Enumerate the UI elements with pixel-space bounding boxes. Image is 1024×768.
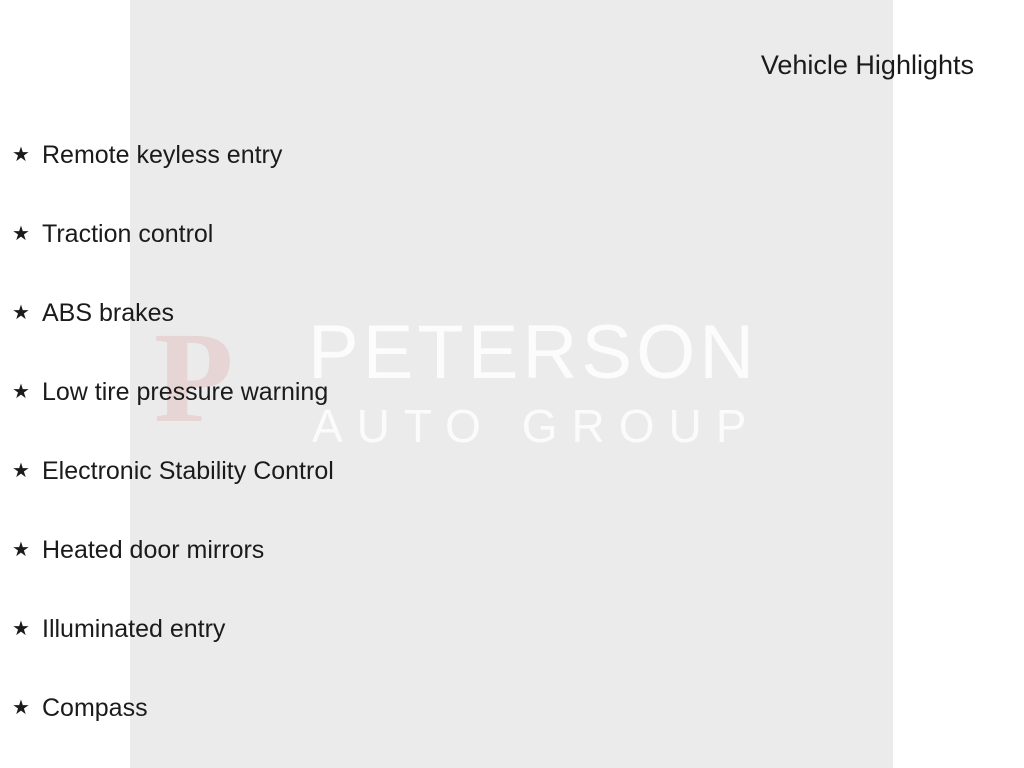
watermark-monogram: P (154, 306, 234, 450)
list-item (0, 537, 1024, 616)
list-item (0, 458, 1024, 537)
star-icon: ★ (12, 618, 30, 640)
list-item (0, 616, 1024, 695)
star-icon: ★ (12, 381, 30, 403)
list-item (0, 300, 1024, 379)
page-title: Vehicle Highlights (760, 50, 974, 80)
list-item-label: Illuminated entry (42, 615, 226, 643)
list-item-label: Low tire pressure warning (42, 378, 329, 406)
list-item-label: Traction control (42, 220, 214, 248)
list-item (0, 379, 1024, 458)
list-item-label: Electronic Stability Control (42, 457, 334, 485)
list-item-label: Remote keyless entry (42, 141, 283, 169)
list-item-label: Heated door mirrors (42, 536, 265, 564)
watermark-brand-name: PETERSON (308, 310, 759, 395)
list-item (0, 142, 1024, 221)
star-icon: ★ (12, 539, 30, 561)
list-item (0, 695, 1024, 768)
watermark-brand-subtitle: AUTO GROUP (312, 400, 761, 452)
star-icon: ★ (12, 460, 30, 482)
star-icon: ★ (12, 144, 30, 166)
star-icon: ★ (12, 302, 30, 324)
star-icon: ★ (12, 697, 30, 719)
list-item-label: Compass (42, 694, 148, 722)
vehicle-highlights-list (0, 142, 1024, 768)
star-icon: ★ (12, 223, 30, 245)
list-item (0, 221, 1024, 300)
list-item-label: ABS brakes (42, 299, 175, 327)
